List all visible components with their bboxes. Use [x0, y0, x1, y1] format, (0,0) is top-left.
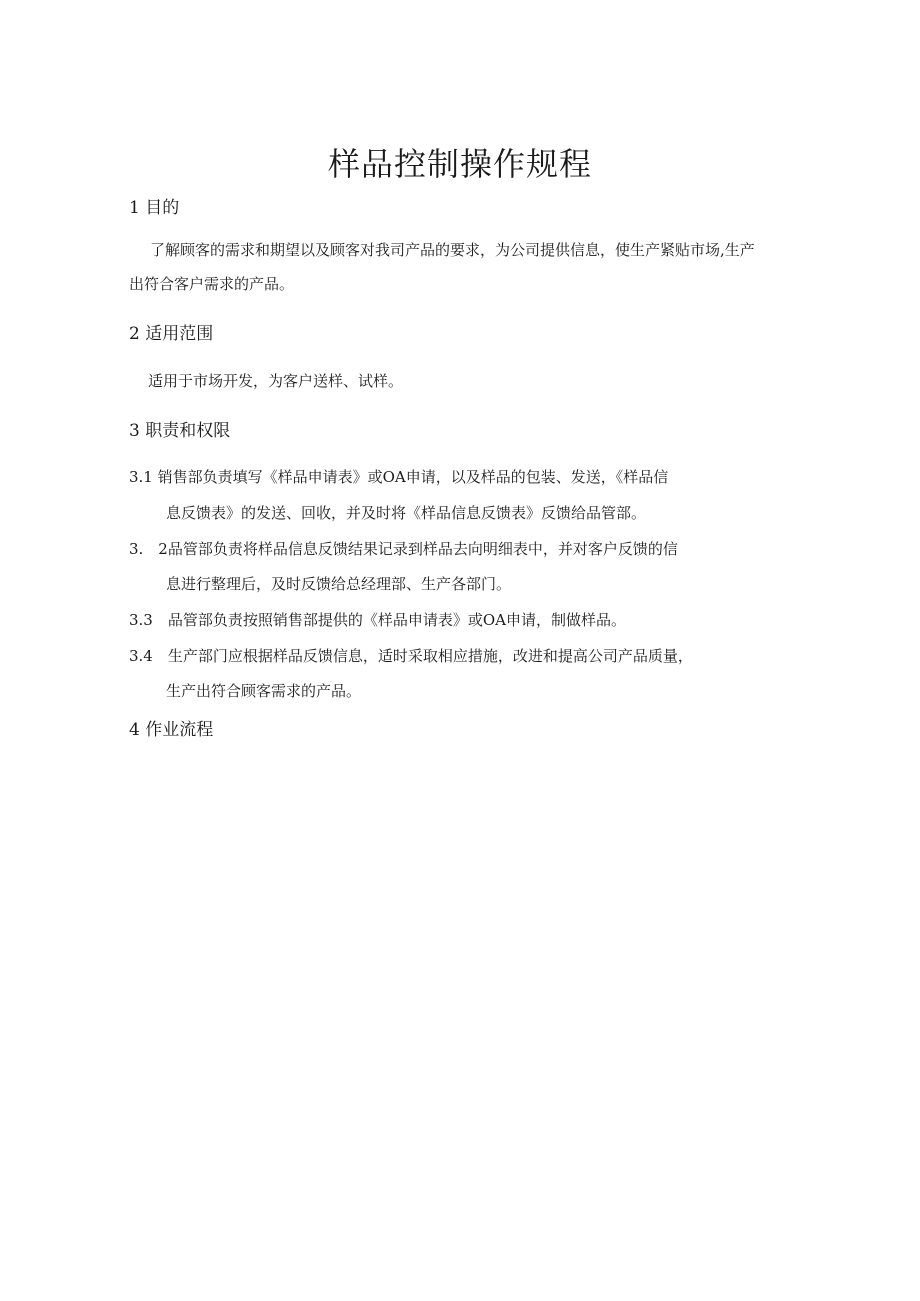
responsibility-item-1-line-2: 息反馈表》的发送、回收，并及时将《样品信息反馈表》反馈给品管部。 — [166, 504, 647, 522]
purpose-text-line-1: 了解顾客的需求和期望以及顾客对我司产品的要求，为公司提供信息，使生产紧贴市场,生产 — [150, 241, 755, 259]
responsibility-item-2-line-2: 息进行整理后，及时反馈给总经理部、生产各部门。 — [166, 575, 512, 593]
section-heading-scope: 2 适用范围 — [129, 324, 214, 344]
responsibility-item-4-line-1: 3.4 生产部门应根据样品反馈信息，适时采取相应措施，改进和提高公司产品质量， — [129, 647, 693, 665]
responsibility-item-1-line-1: 3.1 销售部负责填写《样品申请表》或OA申请，以及样品的包装、发送，《样品信 — [129, 468, 669, 486]
section-heading-responsibilities: 3 职责和权限 — [129, 421, 231, 441]
responsibility-item-3-line-1: 3.3 品管部负责按照销售部提供的《样品申请表》或OA申请，制做样品。 — [129, 611, 626, 629]
section-heading-workflow: 4 作业流程 — [129, 720, 214, 740]
purpose-text-line-2: 出符合客户需求的产品。 — [129, 275, 295, 293]
section-heading-purpose: 1 目的 — [129, 198, 180, 218]
page-title: 样品控制操作规程 — [327, 145, 592, 183]
responsibility-item-4-line-2: 生产出符合顾客需求的产品。 — [166, 682, 362, 700]
responsibility-item-2-line-1: 3. 2品管部负责将样品信息反馈结果记录到样品去向明细表中，并对客户反馈的信 — [129, 540, 678, 558]
scope-text-line-1: 适用于市场开发，为客户送样、试样。 — [148, 372, 404, 390]
